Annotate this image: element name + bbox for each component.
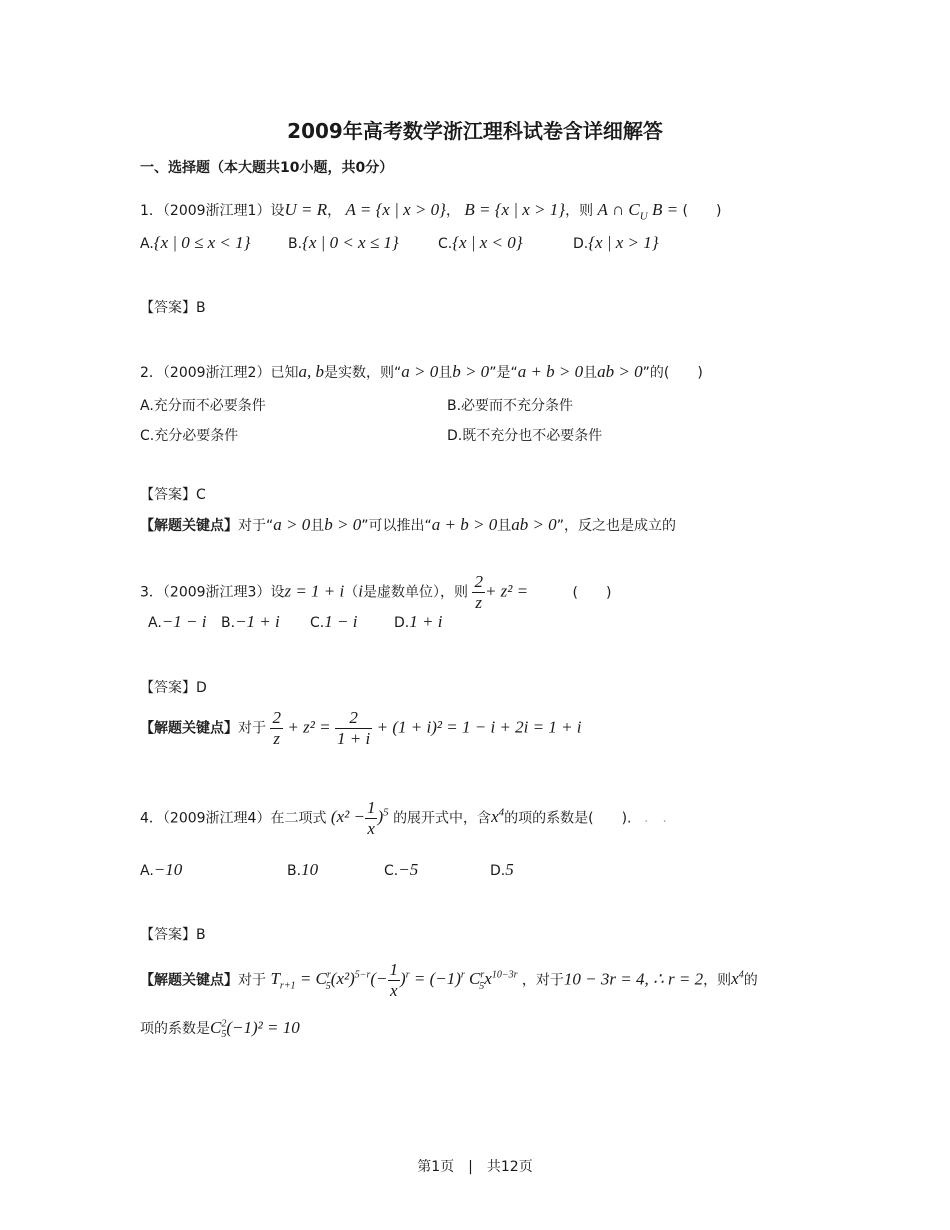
q2-option-b: B.必要而不充分条件 [447, 398, 574, 414]
q1-lead: 1．（2009浙江理1）设 [140, 203, 285, 219]
q2-answer: 【答案】C [140, 487, 206, 503]
section-heading: 一、选择题（本大题共10小题，共0分） [140, 160, 394, 176]
question-4: 4．（2009浙江理4）在二项式 (x² − $\frac{1}{x}$ )$^5$ 的展开式中，含$x^4$的项的系数是( ). . . [140, 798, 667, 838]
q4-solution-line-2: 项的系数是$C^2_5(-1)^2 = 10$ [140, 1018, 300, 1041]
q4-binomial: (x² − $\frac{1}{x}$ )$^5$ [330, 798, 389, 838]
q4-answer: 【答案】B [140, 927, 206, 943]
q4-option-b: B.10 [287, 860, 319, 879]
question-1 [140, 200, 721, 222]
q4-general-term: $T_{r+1} = C^r_5(x^2)^{5-r}(-$ $\frac{1}{x}$ )$^r = (-1)^r$ $C^r_5x^{10-3r}$ [270, 960, 518, 1000]
q1-expr: A ∩ $C_U$ B = [597, 200, 679, 223]
q2-solution: 【解题关键点】对于“a > 0且b > 0”可以推出“a + b > 0且ab > 0”，反之也是成立的 [140, 515, 676, 534]
q3-solution: 【解题关键点】对于 $\frac{2}{z}$ + z² = $\frac{2}{1 + i}$ + (1 + i)² = 1 − i + 2i = 1 + i [140, 708, 582, 748]
q4-option-a: A.−10 [140, 860, 183, 879]
question-2: 2．（2009浙江理2）已知a, b是实数，则“a > 0且b > 0”是“a + b > 0且ab > 0”的( ) [140, 362, 703, 381]
q4-solution: 【解题关键点】对于 $T_{r+1} = C^r_5(x^2)^{5-r}(-$ $\frac{1}{x}$ )$^r = (-1)^r$ $C^r_5x^{10-3r}$ ，对于10 − 3r = 4, ∴ r = 2，则$x^4$的 [140, 960, 758, 1000]
q3-option-d: D.1 + i [394, 612, 443, 631]
page-title: 2009年高考数学浙江理科试卷含详细解答 [287, 119, 663, 143]
q4-option-c: C.−5 [384, 860, 419, 879]
q2-option-d: D.既不充分也不必要条件 [447, 428, 603, 444]
q2-option-c: C.充分必要条件 [140, 428, 239, 444]
q1-option-c: C.{x | x < 0} [438, 233, 523, 252]
q3-option-c: C.1 − i [310, 612, 358, 631]
q1-paren: ( ) [682, 203, 722, 219]
q3-option-b: B.−1 + i [221, 612, 280, 631]
q3-option-a: A.−1 − i [148, 612, 207, 631]
q2-option-a: A.充分而不必要条件 [140, 398, 266, 414]
q4-option-d: D.5 [490, 860, 514, 879]
q1-sep2: ， [445, 203, 460, 219]
q1-set-a: A = {x | x > 0} [345, 200, 446, 219]
q1-sep1: ， [327, 203, 342, 219]
q1-answer: 【答案】B [140, 300, 206, 316]
q1-set-b: B = {x | x > 1} [464, 200, 566, 219]
page-footer: 第1页 | 共12页 [417, 1159, 533, 1175]
q1-u: U = R [284, 200, 328, 219]
q1-option-b: B.{x | 0 < x ≤ 1} [288, 233, 399, 252]
q3-fraction: $\frac{2}{z}$ [474, 572, 483, 612]
q1-then: ，则 [565, 203, 594, 219]
question-3: 3．（2009浙江理3）设z = 1 + i（i是虚数单位），则 $\frac{2}{z}$ + z² = ( ) [140, 572, 612, 612]
q1-option-a: A.{x | 0 ≤ x < 1} [140, 233, 251, 252]
q1-option-d: D.{x | x > 1} [573, 233, 659, 252]
q3-answer: 【答案】D [140, 680, 207, 696]
